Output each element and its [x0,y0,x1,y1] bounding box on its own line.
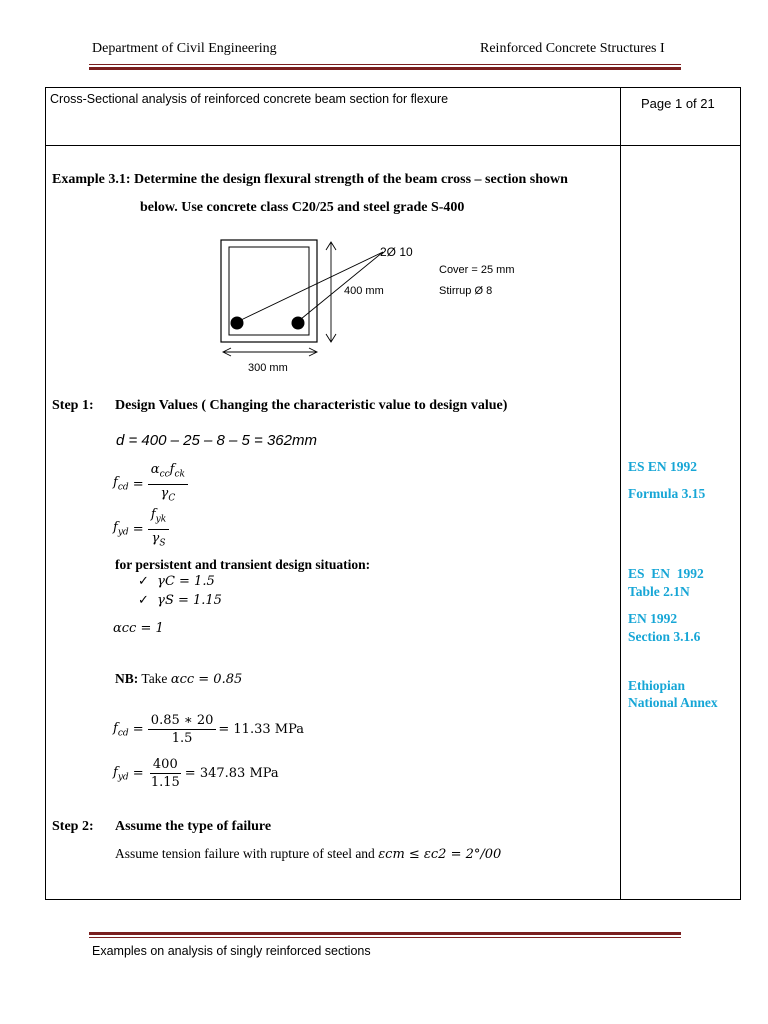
footer-rule-thick [89,932,681,935]
ref-table-2-1n: Table 2.1N [628,584,690,599]
nb-text: Take [141,671,168,686]
gamma-s-value: γS = 1.15 [157,593,222,608]
ref-ethiopian: Ethiopian [628,678,686,693]
fyd-calculation: $f_{yd}$ = $\frac{400}{1.15}$ = 347.83 MPa [113,757,279,790]
fyd-result: = 347.83 MPa [184,766,279,781]
stirrup-label: Stirrup Ø 8 [439,285,493,297]
reference-cell [620,145,741,900]
gamma-s-item: ✓ γS = 1.15 [138,593,222,608]
page-number: Page 1 of 21 [641,96,715,111]
strain-condition: εcm ≤ εc2 = 2°/00 [378,847,502,862]
rebar-right [292,317,305,330]
header-rule-thin [89,64,681,65]
beam-section-figure [200,232,540,382]
fcd-formula: $f_{cd}$ = $\frac{\alpha_{cc}f_{ck}}{\gamma_C}$ [113,461,188,507]
fyd-denominator: 1.15 [150,775,180,790]
fcd-result: = 11.33 MPa [218,722,304,737]
step2-text: Assume tension failure with rupture of steel and [115,846,375,861]
fcd-numerator: 0.85 ∗ 20 [148,712,217,730]
ref-national-annex: National Annex [628,695,718,710]
fcd-calculation: $f_{cd}$ = $\frac{0.85 ∗ 20}{1.5}$ = 11.33 MPa [113,713,304,746]
footer-rule-thin [89,937,681,938]
fcd-denominator: 1.5 [171,731,193,746]
ref-formula-3-15: Formula 3.15 [628,486,706,501]
gamma-c-item: ✓ γC = 1.5 [138,574,215,589]
section-title: Cross-Sectional analysis of reinforced concrete beam section for flexure [50,92,449,106]
example-line-1: Example 3.1: Determine the design flexural strength of the beam cross – section shown [52,172,568,187]
footer-text: Examples on analysis of singly reinforced sections [92,944,371,958]
example-line-2: below. Use concrete class C20/25 and steel grade S-400 [140,200,465,215]
alpha-cc-value: αcc = 1 [113,621,164,636]
header-rule-thick [89,67,681,70]
step2-text-line [115,846,501,862]
step1-label: Step 1: [52,398,94,413]
gamma-c-value: γC = 1.5 [157,574,215,589]
nb-note [115,671,242,687]
height-label: 400 mm [344,285,384,297]
persistent-text: for persistent and transient design situation: [115,557,371,572]
width-label: 300 mm [248,362,288,374]
step1-title: Design Values ( Changing the characteristic value to design value) [115,398,508,413]
fyd-formula: $f_{yd}$ = $\frac{f_{yk}}{\gamma_S}$ [113,506,169,552]
header-department: Department of Civil Engineering [92,41,277,56]
effective-depth-equation: d = 400 – 25 – 8 – 5 = 362mm [116,432,317,449]
nb-value: αcc = 0.85 [170,672,243,687]
ref-es-en-1992-table: ES EN 1992 [628,566,704,581]
header-course: Reinforced Concrete Structures I [480,41,665,56]
rebar-label: 2Ø 10 [380,245,413,259]
ref-es-en-1992: ES EN 1992 [628,459,698,474]
nb-label: NB: [115,671,139,686]
step2-title: Assume the type of failure [115,819,272,834]
rebar-left [231,317,244,330]
ref-section-3-1-6: Section 3.1.6 [628,629,701,644]
step2-label: Step 2: [52,819,94,834]
ref-en-1992: EN 1992 [628,611,678,626]
fyd-numerator: 400 [150,756,181,774]
cover-label: Cover = 25 mm [439,264,515,276]
